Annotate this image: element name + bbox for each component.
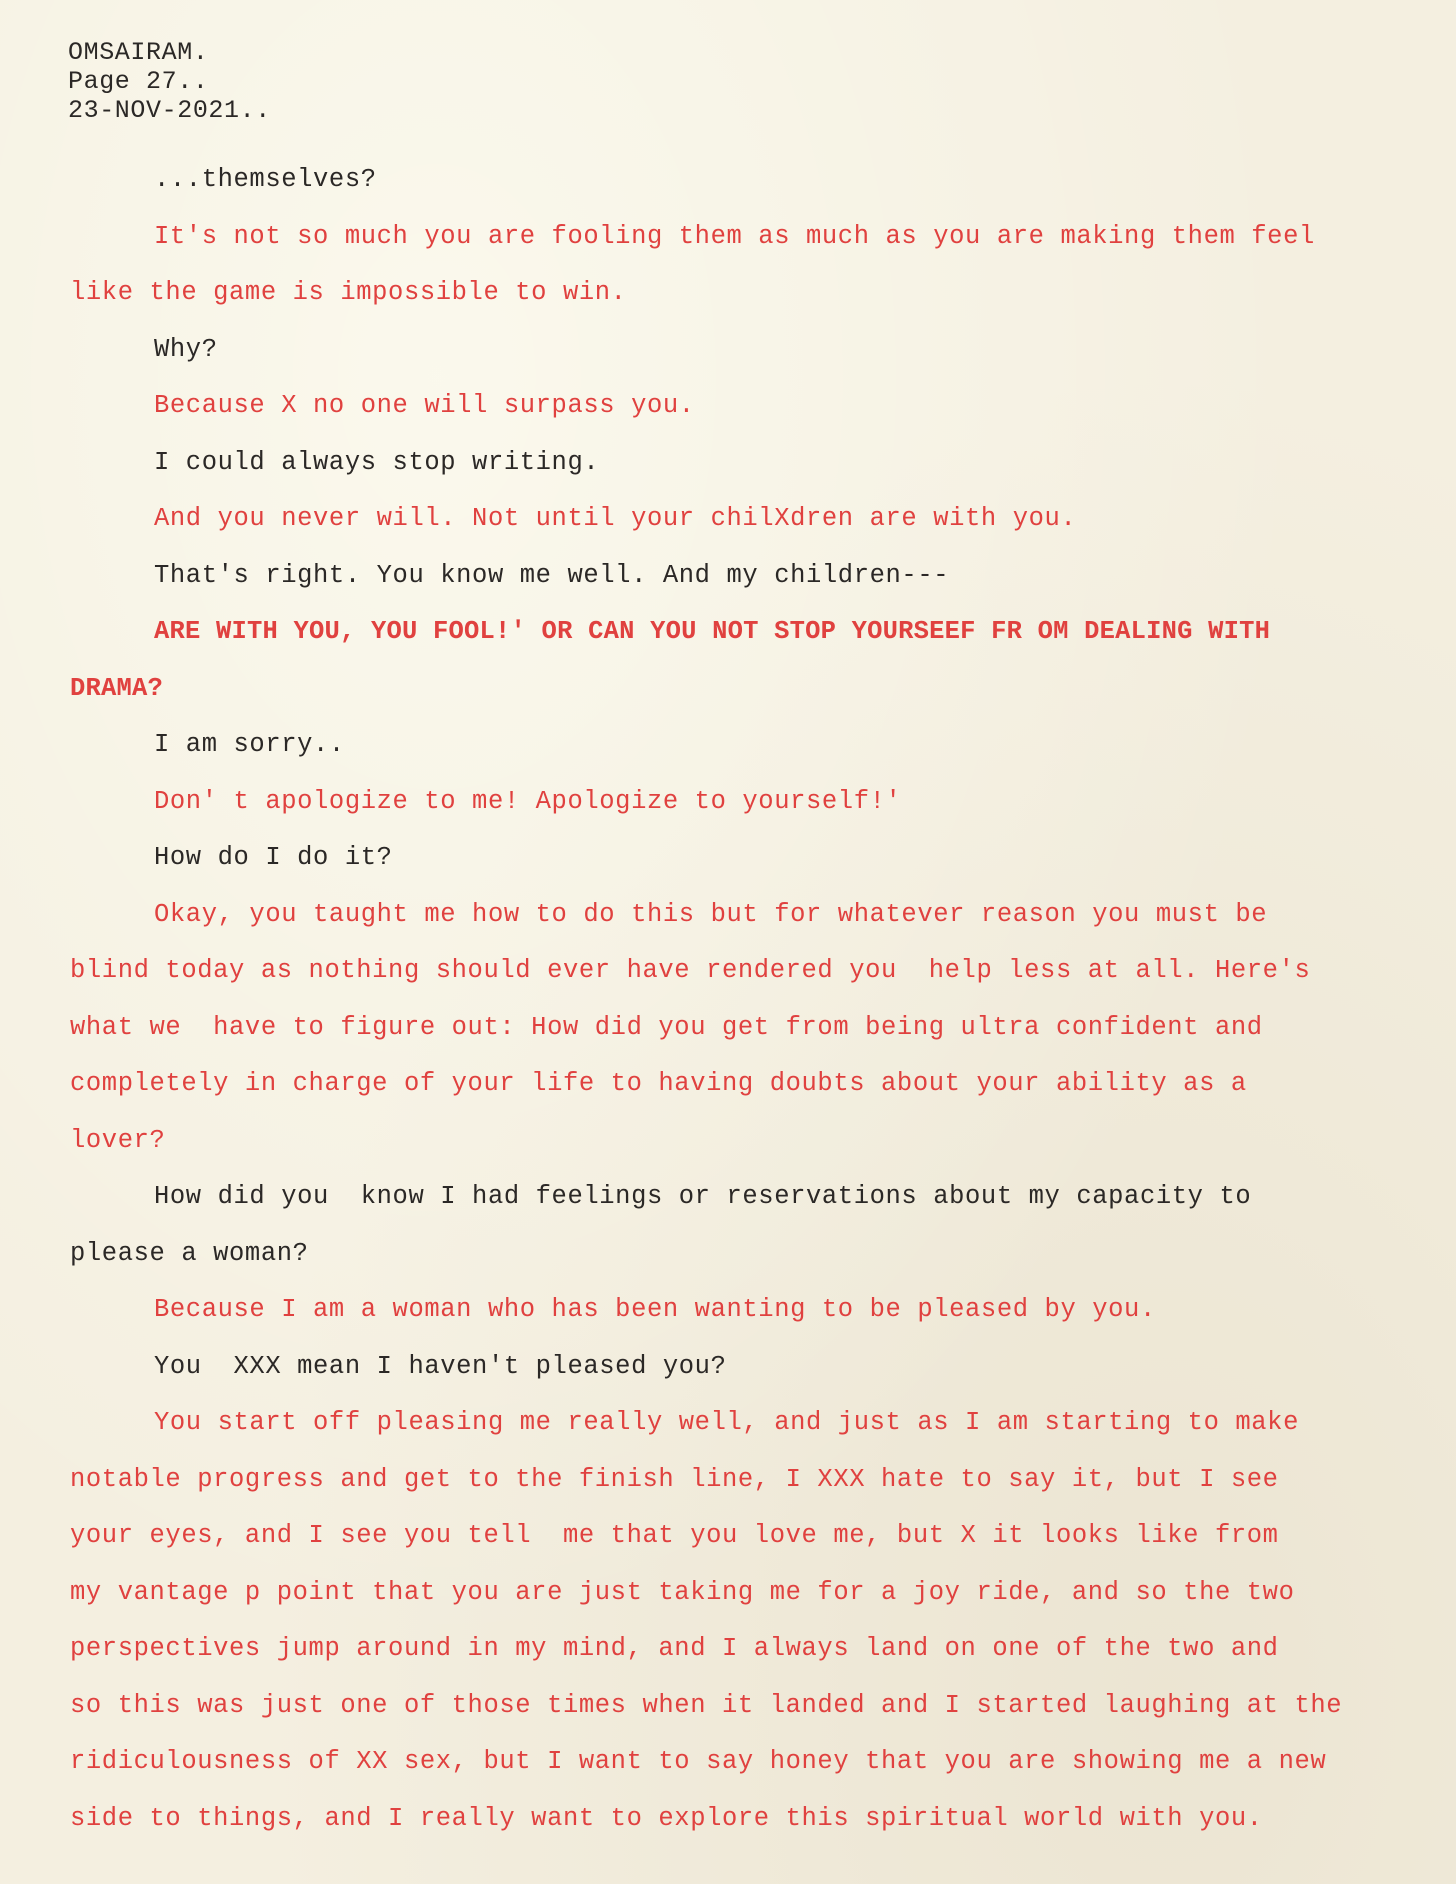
paragraph	[70, 435, 1440, 492]
text-line: How did you know I had feelings or reservations about my capacity to	[154, 1182, 1252, 1211]
page-header	[68, 38, 271, 125]
text-line: what we have to figure out: How did you get from being ultra confident and	[70, 1012, 1263, 1042]
paragraph	[70, 209, 1440, 322]
text-line: perspectives jump around in my mind, and I always land on one of the two and	[70, 1634, 1279, 1663]
text-line: That's right. You know me well. And my children---	[154, 560, 950, 590]
text-line: lover?	[70, 1125, 166, 1155]
header-page-number: Page 27..	[68, 67, 209, 96]
text-line: And you never will. Not until your chilXdren are with you.	[154, 504, 1077, 533]
text-line: Why?	[154, 334, 218, 364]
paragraph	[70, 774, 1440, 831]
paragraph	[70, 887, 1440, 1170]
paragraph	[70, 1169, 1440, 1282]
header-date: 23-NOV-2021..	[68, 96, 271, 125]
text-line: notable progress and get to the finish line, I XXX hate to say it, but I see	[70, 1464, 1279, 1494]
text-line: blind today as nothing should ever have rendered you help less at all. Here's	[70, 956, 1311, 985]
text-line: please a woman?	[70, 1238, 309, 1268]
text-line: I am sorry..	[154, 730, 345, 759]
paragraph	[70, 717, 1440, 774]
text-line: ARE WITH YOU, YOU FOOL!' OR CAN YOU NOT STOP YOURSEEF FR OM DEALING WITH	[154, 617, 1271, 646]
text-line: so this was just one of those times when it landed and I started laughing at the	[70, 1690, 1343, 1720]
page-body	[70, 152, 1440, 1847]
text-line: ridiculousness of XX sex, but I want to say honey that you are showing me a new	[70, 1747, 1327, 1776]
paragraph	[70, 152, 1440, 209]
text-line: I could always stop writing.	[154, 447, 600, 477]
text-line: Because X no one will surpass you.	[154, 391, 695, 420]
text-line: It's not so much you are fooling them as much as you are making them feel	[154, 221, 1315, 251]
paragraph	[70, 491, 1440, 548]
paragraph	[70, 1282, 1440, 1339]
text-line: You start off pleasing me really well, and just as I am starting to make	[154, 1408, 1299, 1437]
text-line: side to things, and I really want to explore this spiritual world with you.	[70, 1803, 1263, 1833]
paragraph	[70, 1339, 1440, 1396]
paragraph	[70, 548, 1440, 605]
text-line: Don' t apologize to me! Apologize to yourself!'	[154, 786, 902, 816]
text-line: my vantage p point that you are just taking me for a joy ride, and so the two	[70, 1577, 1295, 1607]
text-line: like the game is impossible to win.	[70, 278, 627, 307]
paragraph	[70, 1395, 1440, 1847]
paragraph	[70, 378, 1440, 435]
text-line: ...themselves?	[154, 165, 377, 194]
paragraph	[70, 322, 1440, 379]
paragraph	[70, 830, 1440, 887]
text-line: Okay, you taught me how to do this but for whatever reason you must be	[154, 899, 1268, 929]
text-line: How do I do it?	[154, 843, 393, 872]
text-line: DRAMA?	[70, 673, 164, 703]
text-line: Because I am a woman who has been wanting to be pleased by you.	[154, 1295, 1156, 1324]
text-line: You XXX mean I haven't pleased you?	[154, 1351, 727, 1381]
paragraph	[70, 604, 1440, 717]
text-line: your eyes, and I see you tell me that you love me, but X it looks like from	[70, 1521, 1279, 1550]
text-line: completely in charge of your life to having doubts about your ability as a	[70, 1069, 1247, 1098]
header-title: OMSAIRAM.	[68, 38, 209, 67]
